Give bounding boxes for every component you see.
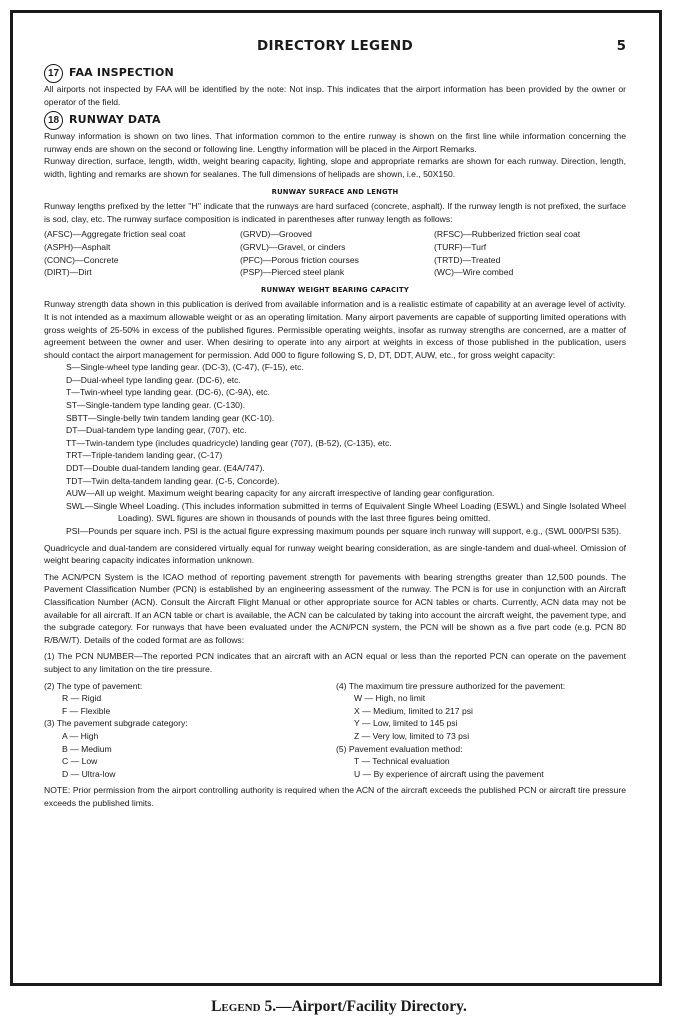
- section-18-heading: [44, 111, 626, 130]
- tire-pressure-item: Z — Very low, limited to 73 psi: [354, 730, 470, 741]
- weight-paragraph: Runway strength data shown in this publication is derived from available information and is a realistic estimate of capability at an average level of activity. It is not intended as a maximum allowable weight or as an operating limitation. Many airport pavements are capable of supporting limited operations with gross weights of 25-50% in excess of the published figures. Permissible operating weights, insofar as runway strengths are concerned, are a matter of agreement between the owner and user. When desiring to operate into any airport at weights in excess of those published in the publication, users should contact the airport management for permission. Add 000 to figure following S, D, DT, DDT, AUW, etc., for gross weight capacity:: [44, 299, 626, 360]
- acn-pcn-paragraph: The ACN/PCN System is the ICAO method of reporting pavement strength for pavements with bearing strengths greater than 12,500 pounds. The Pavement Classification Number (PCN) is established by an engineering assessment of the runway. The PCN is for use in conjunction with an Aircraft Classification Number (ACN). Consult the Aircraft Flight Manual or other appropriate source for ACN tables or charts. Currently, ACN data may not be available for all aircraft. If an ACN table or chart is available, the ACN can be calculated by taking into account the aircraft weight, the pavement type, and the subgrade category. For runways that have been evaluated under the ACN/PCN system, the PCN will be shown as a five part code (e.g. PCN 80 R/B/W/T). Details of the coded format are as follows:: [44, 571, 626, 645]
- gear-item: TDT—Twin delta-tandem landing gear. (C-5, Concorde).: [66, 475, 280, 486]
- surface-code: (TRTD)—Treated: [434, 254, 501, 265]
- faa-inspection-text: All airports not inspected by FAA will be identified by the note: Not insp. This indicates that the airport information has been provided by the owner or operator of the field.: [44, 84, 626, 107]
- caption-rest: 5.—Airport/Facility Directory.: [260, 998, 467, 1015]
- note-paragraph: NOTE: Prior permission from the airport controlling authority is required when the ACN of the aircraft exceeds the published PCN or aircraft tire pressure exceeds the published limits.: [44, 785, 626, 808]
- gear-item: TRT—Triple-tandem landing gear, (C-17): [66, 450, 223, 461]
- tire-pressure-item: Y — Low, limited to 145 psi: [354, 718, 458, 729]
- pcn-right-column: [336, 680, 626, 781]
- section-title: FAA INSPECTION: [69, 66, 174, 80]
- page-number: 5: [616, 38, 626, 54]
- runway-data-paragraph-2: Runway direction, surface, length, width, weight bearing capacity, lighting, slope and appropriate remarks are shown for each runway. Direction, length, width, lighting and remarks are shown for sealanes. The full dimensions of helipads are shown, i.e., 50X150.: [44, 156, 626, 179]
- pcn-number-paragraph: (1) The PCN NUMBER—The reported PCN indicates that an aircraft with an ACN equal or less than the reported PCN can operate on the pavement subject to any limitation on the tire pressure.: [44, 651, 626, 674]
- surface-code: (WC)—Wire combed: [434, 267, 514, 278]
- evaluation-item: U — By experience of aircraft using the pavement: [354, 768, 544, 779]
- surface-code: (AFSC)—Aggregate friction seal coat: [44, 229, 186, 240]
- surface-code: (ASPH)—Asphalt: [44, 241, 111, 252]
- surface-paragraph: Runway lengths prefixed by the letter ''H'' indicate that the runways are hard surfaced (concrete, asphalt). If the runway length is not prefixed, the surface is sod, clay, etc. The runway surface composition is indicated in parentheses after runway length as follows:: [44, 201, 626, 224]
- gear-item: DT—Dual-tandem type landing gear, (707), etc.: [66, 425, 247, 436]
- figure-caption: [0, 998, 678, 1016]
- quadricycle-paragraph: Quadricycle and dual-tandem are considered virtually equal for runway weight bearing consideration, as are single-tandem and dual-wheel. Omission of weight bearing capacity indicates information unknown.: [44, 542, 626, 566]
- section-number-badge: 17: [44, 64, 63, 83]
- caption-legend-word: Legend: [211, 998, 261, 1015]
- gear-item: TT—Twin-tandem type (includes quadricycle) landing gear (707), (B-52), (C-135), etc.: [66, 437, 392, 448]
- surface-code: (RFSC)—Rubberized friction seal coat: [434, 229, 581, 240]
- section-number-badge: 18: [44, 111, 63, 130]
- gear-item: DDT—Double dual-tandem landing gear. (E4A/747).: [66, 463, 265, 474]
- page-title: DIRECTORY LEGEND: [256, 38, 413, 54]
- gear-item: SBTT—Single-belly twin tandem landing gear (KC-10).: [66, 412, 275, 423]
- page-content: [44, 40, 626, 809]
- tire-pressure-heading: (4) The maximum tire pressure authorized for the pavement:: [336, 680, 566, 691]
- gear-item: S—Single-wheel type landing gear. (DC-3), (C-47), (F-15), etc.: [66, 362, 304, 373]
- runway-data-paragraph-1: Runway information is shown on two lines. That information common to the entire runway is shown on the first line while information concerning the runway ends are shown on the second or following line. Lengthy information will be placed in the Airport Remarks.: [44, 131, 626, 154]
- pcn-code-columns: [44, 680, 626, 781]
- subgrade-item: D — Ultra-low: [62, 768, 116, 779]
- tire-pressure-item: X — Medium, limited to 217 psi: [354, 705, 473, 716]
- subgrade-item: A — High: [62, 730, 99, 741]
- gear-list: [66, 361, 626, 537]
- surface-code: (GRVL)—Gravel, or cinders: [240, 241, 346, 252]
- gear-item: D—Dual-wheel type landing gear. (DC-6), etc.: [66, 374, 241, 385]
- page-header: [44, 40, 626, 62]
- surface-subheading: RUNWAY SURFACE AND LENGTH: [271, 187, 399, 196]
- weight-subheading: RUNWAY WEIGHT BEARING CAPACITY: [261, 285, 409, 294]
- pavement-type-item: R — Rigid: [62, 693, 102, 704]
- swl-item: SWL—Single Wheel Loading. (This includes information submitted in terms of Equivalent Single Wheel Loading (ESWL) and Single Isolated Wheel Loading). SWL figures are shown in thousands of pounds with the last three figures being omitted.: [66, 500, 626, 524]
- surface-code: (TURF)—Turf: [434, 241, 487, 252]
- surface-code: (DIRT)—Dirt: [44, 267, 92, 278]
- pcn-left-column: [44, 680, 336, 781]
- gear-item: AUW—All up weight. Maximum weight bearing capacity for any aircraft irrespective of landing gear configuration.: [66, 488, 495, 499]
- evaluation-heading: (5) Pavement evaluation method:: [336, 743, 463, 754]
- subgrade-heading: (3) The pavement subgrade category:: [44, 718, 188, 729]
- psi-item: PSI—Pounds per square inch. PSI is the actual figure expressing maximum pounds per square inch runway will support, e.g., (SWL 000/PSI 535).: [66, 526, 622, 536]
- section-17-heading: [44, 64, 626, 83]
- surface-code: (PSP)—Pierced steel plank: [240, 267, 345, 278]
- gear-item: ST—Single-tandem type landing gear. (C-130).: [66, 400, 246, 411]
- surface-code: (CONC)—Concrete: [44, 254, 119, 265]
- surface-code: (PFC)—Porous friction courses: [240, 254, 359, 265]
- tire-pressure-item: W — High, no limit: [354, 693, 426, 704]
- subgrade-item: B — Medium: [62, 743, 112, 754]
- subgrade-item: C — Low: [62, 756, 98, 767]
- section-title: RUNWAY DATA: [69, 113, 161, 127]
- gear-item: T—Twin-wheel type landing gear. (DC-6), (C-9A), etc.: [66, 387, 270, 398]
- evaluation-item: T — Technical evaluation: [354, 756, 450, 767]
- pavement-type-heading: (2) The type of pavement:: [44, 680, 143, 691]
- pavement-type-item: F — Flexible: [62, 705, 111, 716]
- surface-codes-grid: [44, 228, 626, 278]
- surface-code: (GRVD)—Grooved: [240, 229, 312, 240]
